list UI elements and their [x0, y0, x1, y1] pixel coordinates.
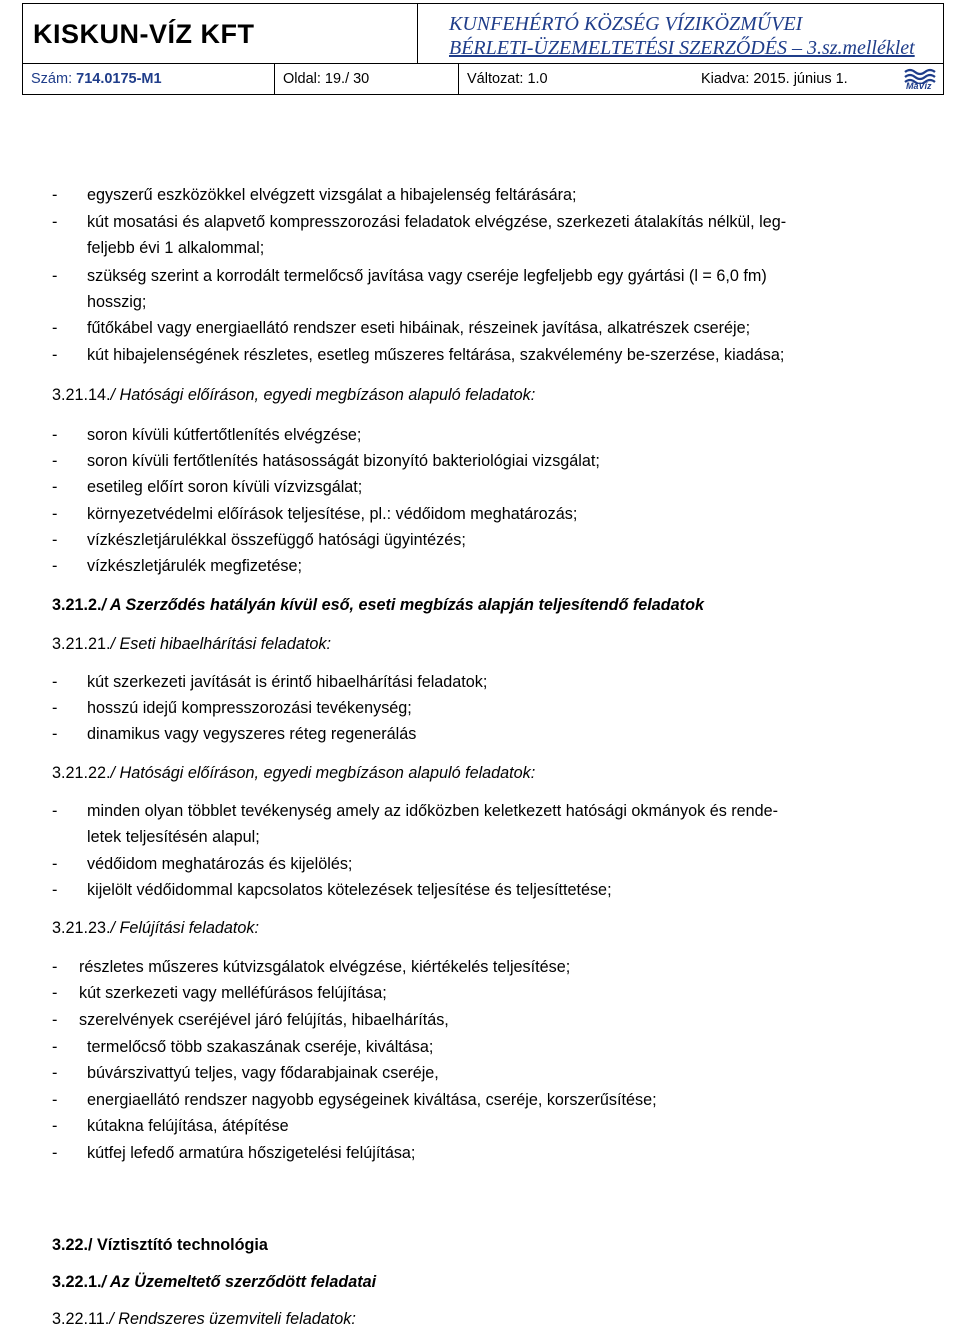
list-item-text: kút hibajelenségének részletes, esetleg műszeres feltárása, szakvélemény be-szerzése, kiadása; [87, 346, 785, 364]
section-title: / Felújítási feladatok: [110, 919, 259, 937]
list-item-text: dinamikus vagy vegyszeres réteg regenerálás [87, 725, 417, 743]
list-item-text: vízkészletjárulék megfizetése; [87, 557, 303, 575]
document-title [419, 4, 943, 64]
section-heading-3-21-14 [52, 383, 535, 408]
document-title-line2: BÉRLETI-ÜZEMELTETÉSI SZERZŐDÉS – 3.sz.melléklet [449, 37, 915, 59]
list-item-text: esetileg előírt soron kívüli vízvizsgálat; [87, 478, 363, 496]
document-title-line1: KUNFEHÉRTÓ KÖZSÉG VÍZIKÖZMŰVEI [449, 13, 803, 35]
bullet-dash: - [52, 478, 58, 496]
list-item-text: kijelölt védőidommal kapcsolatos kötelezések teljesítése és teljesíttetése; [87, 881, 612, 899]
bullet-dash: - [52, 1038, 58, 1056]
list-item-text: soron kívüli kútfertőtlenítés elvégzése; [87, 426, 362, 444]
bullet-dash: - [52, 213, 58, 231]
list-item-text: kútfej lefedő armatúra hőszigetelési felújítása; [87, 1144, 416, 1162]
list-item-text: minden olyan többlet tevékenység amely az időközben keletkezett hatósági okmányok és rende- [87, 802, 779, 820]
section-title: / Az Üzemeltető szerződött feladatai [101, 1273, 377, 1291]
section-heading-3-22 [52, 1233, 268, 1258]
section-number: 3.21.22. [52, 764, 111, 782]
bullet-dash: - [52, 1011, 58, 1029]
document-number [23, 64, 275, 94]
list-item-text: védőidom meghatározás és kijelölés; [87, 855, 353, 873]
bullet-dash: - [52, 346, 58, 364]
bullet-dash: - [52, 426, 58, 444]
bullet-dash: - [52, 557, 58, 575]
section-title: / A Szerződés hatályán kívül eső, eseti megbízás alapján teljesítendő feladatok [101, 596, 704, 614]
version: Változat: 1.0 [467, 71, 548, 87]
list-item-text: hosszig; [87, 293, 147, 311]
header-top-row [23, 4, 943, 64]
section-number: 3.21.21. [52, 635, 111, 653]
list-item-text: szükség szerint a korrodált termelőcső javítása vagy cseréje legfeljebb egy gyártási (l = 6,0 fm) [87, 267, 767, 285]
section-title: / Víztisztító technológia [88, 1236, 268, 1254]
document-number-value: 714.0175-M1 [76, 71, 162, 87]
section-heading-3-22-11 [52, 1307, 356, 1332]
header-meta-row [23, 64, 943, 94]
section-heading-3-22-1 [52, 1270, 376, 1295]
list-item-text: vízkészletjárulékkal összefüggő hatósági ügyintézés; [87, 531, 466, 549]
bullet-dash: - [52, 958, 58, 976]
bullet-dash: - [52, 881, 58, 899]
list-item-text: kút szerkezeti vagy melléfúrásos felújítása; [79, 984, 387, 1002]
bullet-dash: - [52, 673, 58, 691]
list-item-text: kútakna felújítása, átépítése [87, 1117, 289, 1135]
list-item-text: fűtőkábel vagy energiaellátó rendszer eseti hibáinak, részeinek javítása, alkatrészek cseréje; [87, 319, 751, 337]
company-name: KISKUN-VÍZ KFT [23, 4, 418, 64]
list-item-text: szerelvények cseréjével járó felújítás, hibaelhárítás, [79, 1011, 449, 1029]
bullet-dash: - [52, 319, 58, 337]
list-item-text: környezetvédelmi előírások teljesítése, pl.: védőidom meghatározás; [87, 505, 578, 523]
section-title: / Hatósági előíráson, egyedi megbízáson alapuló feladatok: [110, 386, 536, 404]
logo-text: MaVíz [906, 81, 932, 91]
document-header [22, 3, 944, 95]
list-item-text: egyszerű eszközökkel elvégzett vizsgálat a hibajelenség feltárására; [87, 186, 577, 204]
section-number: 3.21.2. [52, 596, 102, 614]
bullet-dash: - [52, 984, 58, 1002]
bullet-dash: - [52, 1117, 58, 1135]
list-item-text: termelőcső több szakaszának cseréje, kiváltása; [87, 1038, 434, 1056]
bullet-dash: - [52, 505, 58, 523]
page-number: Oldal: 19./ 30 [275, 64, 459, 94]
issue-date: Kiadva: 2015. június 1. [701, 71, 848, 87]
section-number: 3.22. [52, 1236, 89, 1254]
list-item-text: letek teljesítésén alapul; [87, 828, 260, 846]
section-number: 3.21.14. [52, 386, 111, 404]
section-number: 3.21.23. [52, 919, 111, 937]
bullet-dash: - [52, 802, 58, 820]
section-title: / Hatósági előíráson, egyedi megbízáson alapuló feladatok: [110, 764, 536, 782]
bullet-dash: - [52, 725, 58, 743]
list-item-text: energiaellátó rendszer nagyobb egységeinek kiváltása, cseréje, korszerűsítése; [87, 1091, 657, 1109]
bullet-dash: - [52, 186, 58, 204]
bullet-dash: - [52, 1144, 58, 1162]
bullet-dash: - [52, 1091, 58, 1109]
list-item-text: kút szerkezeti javítását is érintő hibaelhárítási feladatok; [87, 673, 488, 691]
bullet-dash: - [52, 267, 58, 285]
list-item-text: soron kívüli fertőtlenítés hatásosságát bizonyító bakteriológiai vizsgálat; [87, 452, 600, 470]
mavíz-logo [903, 65, 937, 93]
list-item-text: részletes műszeres kútvizsgálatok elvégzése, kiértékelés teljesítése; [79, 958, 571, 976]
list-item-text: búvárszivattyú teljes, vagy fődarabjainak cseréje, [87, 1064, 439, 1082]
document-number-label: Szám: [31, 71, 73, 87]
section-number: 3.22.11. [52, 1310, 110, 1328]
bullet-dash: - [52, 1064, 58, 1082]
section-heading-3-21-22 [52, 761, 535, 786]
bullet-dash: - [52, 531, 58, 549]
bullet-dash: - [52, 452, 58, 470]
bullet-dash: - [52, 699, 58, 717]
section-heading-3-21-23 [52, 916, 259, 941]
section-heading-3-21-2 [52, 593, 704, 618]
section-title: / Eseti hibaelhárítási feladatok: [110, 635, 331, 653]
list-item-text: hosszú idejű kompresszorozási tevékenység; [87, 699, 412, 717]
section-heading-3-21-21 [52, 632, 331, 657]
section-number: 3.22.1. [52, 1273, 102, 1291]
section-title: / Rendszeres üzemviteli feladatok: [109, 1310, 356, 1328]
list-item-text: feljebb évi 1 alkalommal; [87, 239, 265, 257]
list-item-text: kút mosatási és alapvető kompresszorozási feladatok elvégzése, szerkezeti átalakítás nélkül, leg- [87, 213, 787, 231]
bullet-dash: - [52, 855, 58, 873]
